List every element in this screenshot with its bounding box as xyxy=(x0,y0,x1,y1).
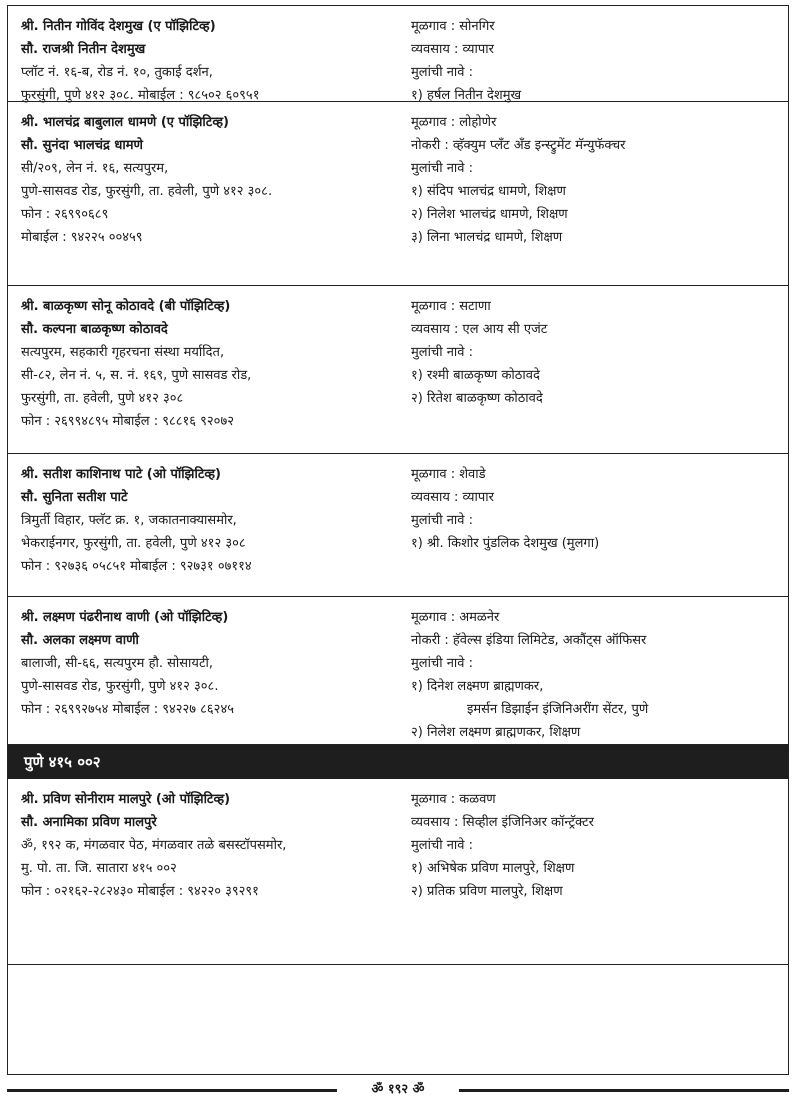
info-line: व्यवसाय : व्यापार xyxy=(411,490,494,505)
info-line: मूळगाव : अमळनेर xyxy=(411,610,500,625)
address-line: सत्यपुरम, सहकारी गृहरचना संस्था मर्यादित, xyxy=(21,345,225,360)
member-name: श्री. प्रविण सोनीराम मालपुरे (ओ पॉझिटिव्ह) xyxy=(21,792,231,807)
directory-entry xyxy=(8,286,788,454)
spouse-name: सौ. सुनिता सतीश पाटे xyxy=(21,490,128,505)
directory-entry xyxy=(8,102,788,286)
section-heading: पुणे ४१५ ००२ xyxy=(8,745,788,779)
spouse-name: सौ. राजश्री नितीन देशमुख xyxy=(21,42,146,57)
address-line: मोबाईल : ९४२२५ ००४५९ xyxy=(21,230,143,245)
info-line: नोकरी : हॅवेल्स इंडिया लिमिटेड, अकौंट्स ऑफिसर xyxy=(411,633,647,648)
info-line: मूळगाव : शेवाडे xyxy=(411,467,486,482)
family-details xyxy=(411,15,781,107)
address-line: सी-८२, लेन नं. ५, स. नं. १६९, पुणे सासवड रोड, xyxy=(21,368,252,383)
info-line: मूळगाव : सोनगिर xyxy=(411,19,495,34)
info-line: मुलांची नावे : xyxy=(411,838,474,853)
footer-rule-left xyxy=(7,1089,337,1092)
page-footer xyxy=(7,1080,789,1100)
spouse-name: सौ. सुनंदा भालचंद्र धामणे xyxy=(21,138,143,153)
info-line: १) संदिप भालचंद्र धामणे, शिक्षण xyxy=(411,184,566,199)
info-line: १) दिनेश लक्ष्मण ब्राह्मणकर, xyxy=(411,679,544,694)
family-details xyxy=(411,606,781,744)
member-details xyxy=(21,606,391,721)
info-line: २) निलेश भालचंद्र धामणे, शिक्षण xyxy=(411,207,568,222)
spouse-name: सौ. अलका लक्ष्मण वाणी xyxy=(21,633,139,648)
address-line: फोन : २६९९२७५४ मोबाईल : ९४२२७ ८६२४५ xyxy=(21,702,234,717)
info-line: ३) लिना भालचंद्र धामणे, शिक्षण xyxy=(411,230,563,245)
info-line: मुलांची नावे : xyxy=(411,513,474,528)
member-name: श्री. बाळकृष्ण सोनू कोठावदे (बी पॉझिटिव्ह) xyxy=(21,299,231,314)
info-line: व्यवसाय : सिव्हील इंजिनिअर कॉन्ट्रॅक्टर xyxy=(411,815,594,830)
info-line: २) प्रतिक प्रविण मालपुरे, शिक्षण xyxy=(411,884,563,899)
address-line: फुरसुंगी, पुणे ४१२ ३०८. मोबाईल : ९८५०२ ६०९५१ xyxy=(21,88,260,103)
info-line: २) निलेश लक्ष्मण ब्राह्मणकर, शिक्षण xyxy=(411,725,581,740)
address-line: बालाजी, सी-६६, सत्यपुरम हौ. सोसायटी, xyxy=(21,656,214,671)
info-line: मूळगाव : सटाणा xyxy=(411,299,491,314)
address-line: फोन : ९२७३६ ०५८५१ मोबाईल : ९२७३१ ०७११४ xyxy=(21,559,252,574)
info-line: व्यवसाय : एल आय सी एजंट xyxy=(411,322,548,337)
info-line: नोकरी : व्हॅक्युम प्लँट अँड इन्स्ट्रुमेंट मॅन्युफॅक्चर xyxy=(411,138,626,153)
member-name: श्री. भालचंद्र बाबुलाल धामणे (ए पॉझिटिव्ह) xyxy=(21,115,229,130)
member-name: श्री. सतीश काशिनाथ पाटे (ओ पॉझिटिव्ह) xyxy=(21,467,222,482)
directory-page xyxy=(7,5,789,1075)
info-line: २) रितेश बाळकृष्ण कोठावदे xyxy=(411,391,543,406)
address-line: फोन : २६९९०६८९ xyxy=(21,207,109,222)
address-line: सी/२०९, लेन नं. १६, सत्यपुरम, xyxy=(21,161,169,176)
address-line: पुणे-सासवड रोड, फुरसुंगी, ता. हवेली, पुणे ४१२ ३०८. xyxy=(21,184,273,199)
directory-entry xyxy=(8,779,788,965)
directory-entry xyxy=(8,6,788,102)
address-line: फोन : ०२१६२-२८२४३० मोबाईल : ९४२२० ३९२९१ xyxy=(21,884,259,899)
member-details xyxy=(21,463,391,578)
directory-entry xyxy=(8,597,788,745)
spouse-name: सौ. अनामिका प्रविण मालपुरे xyxy=(21,815,157,830)
address-line: फोन : २६९९४८९५ मोबाईल : ९८८१६ ९२०७२ xyxy=(21,414,234,429)
page-number: ॐ १९२ ॐ xyxy=(371,1082,425,1097)
family-details xyxy=(411,463,781,555)
spouse-name: सौ. कल्पना बाळकृष्ण कोठावदे xyxy=(21,322,168,337)
info-line: १) अभिषेक प्रविण मालपुरे, शिक्षण xyxy=(411,861,575,876)
info-line: मुलांची नावे : xyxy=(411,65,474,80)
address-line: फुरसुंगी, ता. हवेली, पुणे ४१२ ३०८ xyxy=(21,391,184,406)
address-line: प्लॉट नं. १६-ब, रोड नं. १०, तुकाई दर्शन, xyxy=(21,65,213,80)
address-line: त्रिमुर्ती विहार, फ्लॅट क्र. १, जकातनाक्यासमोर, xyxy=(21,513,237,528)
family-details xyxy=(411,788,781,903)
family-details xyxy=(411,295,781,410)
member-details xyxy=(21,111,391,249)
family-details xyxy=(411,111,781,249)
info-line: व्यवसाय : व्यापार xyxy=(411,42,494,57)
directory-entry xyxy=(8,454,788,597)
footer-rule-right xyxy=(459,1089,789,1092)
member-name: श्री. नितीन गोविंद देशमुख (ए पॉझिटिव्ह) xyxy=(21,19,216,34)
info-line: १) हर्षल नितीन देशमुख xyxy=(411,88,522,103)
address-line: मु. पो. ता. जि. सातारा ४१५ ००२ xyxy=(21,861,177,876)
address-line: ॐ, १९२ क, मंगळवार पेठ, मंगळवार तळे बसस्टॉपसमोर, xyxy=(21,838,287,853)
address-line: पुणे-सासवड रोड, फुरसुंगी, पुणे ४१२ ३०८. xyxy=(21,679,219,694)
info-line: मूळगाव : लोहोणेर xyxy=(411,115,497,130)
info-line: मुलांची नावे : xyxy=(411,345,474,360)
member-name: श्री. लक्ष्मण पंढरीनाथ वाणी (ओ पॉझिटिव्ह) xyxy=(21,610,229,625)
member-details xyxy=(21,788,391,903)
info-line: मुलांची नावे : xyxy=(411,656,474,671)
info-line: मूळगाव : कळवण xyxy=(411,792,496,807)
info-line: १) श्री. किशोर पुंडलिक देशमुख (मुलगा) xyxy=(411,536,600,551)
member-details xyxy=(21,295,391,433)
address-line: भेकराईनगर, फुरसुंगी, ता. हवेली, पुणे ४१२ ३०८ xyxy=(21,536,246,551)
info-line: इमर्सन डिझाईन इंजिनिअरींग सेंटर, पुणे xyxy=(467,702,649,717)
info-line: १) रश्मी बाळकृष्ण कोठावदे xyxy=(411,368,540,383)
member-details xyxy=(21,15,391,107)
info-line: मुलांची नावे : xyxy=(411,161,474,176)
